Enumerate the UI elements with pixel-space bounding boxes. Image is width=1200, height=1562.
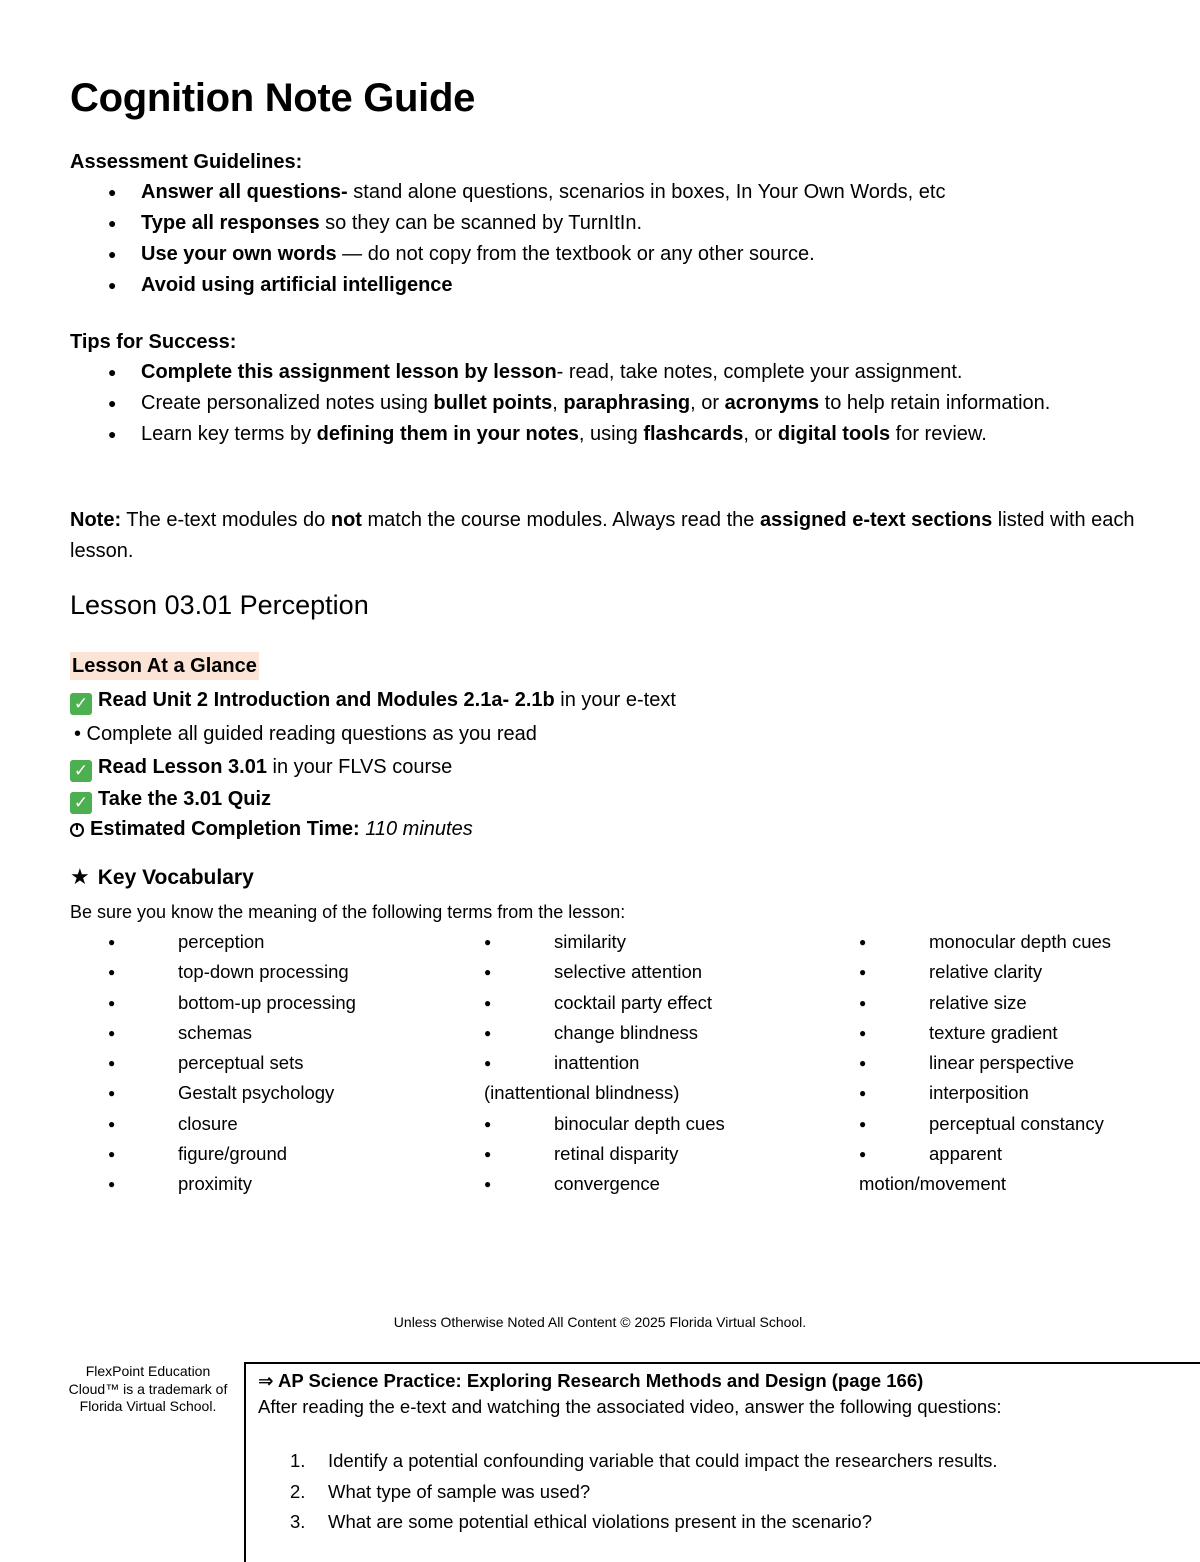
item-bold: Use your own words	[141, 243, 337, 265]
list-item	[108, 208, 1148, 239]
question-number: 2.	[290, 1480, 306, 1502]
item-bold: bullet points	[433, 392, 553, 414]
vocab-term: relative size	[929, 991, 1027, 1013]
glance-row	[70, 753, 452, 782]
row-bold: Read Lesson 3.01	[98, 756, 267, 778]
item-bold: Type all responses	[141, 212, 320, 234]
item-text: , or	[743, 423, 778, 445]
list-item	[258, 1446, 997, 1477]
question-number: 3.	[290, 1511, 306, 1532]
question-text: What type of sample was used?	[328, 1480, 591, 1502]
item-text: to help retain information.	[819, 392, 1051, 414]
vocab-term: proximity	[178, 1173, 253, 1195]
ap-box-intro: After reading the e-text and watching the associated video, answer the following questions:	[258, 1396, 1002, 1417]
vocab-term: Gestalt psychology	[178, 1082, 335, 1104]
item-bold: flashcards	[643, 423, 744, 445]
vocab-term: motion/movement	[859, 1173, 1007, 1195]
item-bold: Answer all questions-	[141, 181, 348, 203]
vocab-term: similarity	[554, 931, 626, 952]
star-icon: ★	[70, 864, 90, 889]
question-number: 1.	[290, 1450, 306, 1471]
row-bold: Estimated Completion Time:	[90, 818, 360, 840]
item-text: - read, take notes, complete your assignment.	[556, 361, 963, 383]
vocab-term: apparent	[929, 1143, 1003, 1165]
item-text: so they can be scanned by TurnItIn.	[319, 212, 643, 234]
list-item	[108, 239, 1148, 270]
stopwatch-icon	[70, 823, 84, 837]
assessment-list	[108, 177, 1148, 301]
page-title: Cognition Note Guide	[70, 76, 476, 120]
checkmark-icon: ✓	[70, 693, 92, 715]
item-text: Learn key terms by	[141, 423, 317, 445]
note-label: Note:	[70, 509, 122, 531]
vocab-term: change blindness	[554, 1021, 698, 1043]
list-item	[258, 1507, 997, 1538]
list-item	[108, 177, 1148, 208]
vocab-term: perceptual sets	[178, 1052, 304, 1074]
glance-row	[70, 785, 271, 814]
item-text: , or	[690, 392, 725, 414]
ap-practice-box	[244, 1362, 1200, 1562]
vocab-term: texture gradient	[929, 1021, 1058, 1043]
vocab-term: convergence	[554, 1173, 660, 1195]
vocab-term: perception	[178, 931, 265, 952]
note-bold: assigned e-text sections	[759, 509, 993, 531]
glance-row: • Complete all guided reading questions as you read	[74, 723, 537, 745]
item-text: for review.	[890, 423, 987, 445]
item-text: , using	[578, 423, 644, 445]
item-text: ,	[552, 392, 564, 414]
list-item	[108, 270, 1148, 301]
vocab-term: top-down processing	[178, 961, 349, 983]
trademark-notice: FlexPoint Education Cloud™ is a trademark of Florida Virtual School.	[68, 1363, 228, 1414]
row-text: 110 minutes	[365, 818, 473, 840]
vocab-term: interposition	[929, 1082, 1029, 1104]
glance-row	[70, 815, 473, 843]
note-bold: not	[330, 509, 362, 531]
vocab-term: cocktail party effect	[554, 991, 713, 1013]
vocab-term: schemas	[178, 1021, 253, 1043]
vocab-term: linear perspective	[929, 1052, 1074, 1074]
item-text: Create personalized notes using	[141, 392, 434, 414]
list-item	[108, 357, 1068, 388]
assessment-heading: Assessment Guidelines:	[70, 151, 303, 173]
vocab-heading	[70, 862, 254, 893]
lesson-title: Lesson 03.01 Perception	[70, 590, 369, 620]
tips-heading: Tips for Success:	[70, 331, 237, 353]
lesson-glance-heading: Lesson At a Glance	[70, 652, 259, 680]
vocab-term: inattention	[554, 1052, 640, 1074]
item-text: stand alone questions, scenarios in boxes, In Your Own Words, etc	[347, 181, 946, 203]
row-text: in your e-text	[554, 689, 676, 711]
glance-row	[70, 686, 676, 715]
vocab-term: selective attention	[554, 961, 703, 983]
vocab-term: figure/ground	[178, 1143, 288, 1165]
vocab-term: perceptual constancy	[929, 1112, 1104, 1134]
item-text: — do not copy from the textbook or any other source.	[336, 243, 815, 265]
row-text: in your FLVS course	[266, 756, 453, 778]
vocab-term: closure	[178, 1112, 238, 1134]
vocab-heading-text: Key Vocabulary	[97, 866, 254, 889]
row-bold: Take the 3.01 Quiz	[98, 788, 272, 810]
copyright-notice: Unless Otherwise Noted All Content © 2025 Florida Virtual School.	[393, 1314, 807, 1330]
list-item	[108, 419, 1068, 450]
vocab-term: monocular depth cues	[929, 931, 1112, 952]
vocab-term: binocular depth cues	[554, 1112, 725, 1134]
vocab-term: bottom-up processing	[178, 991, 356, 1013]
note-text: match the course modules. Always read the	[361, 509, 760, 531]
note-text: listed with each lesson.	[70, 509, 1135, 562]
checkmark-icon: ✓	[70, 792, 92, 814]
tips-list	[108, 357, 1068, 450]
item-bold: acronyms	[724, 392, 820, 414]
list-item	[258, 1477, 997, 1508]
item-bold: digital tools	[777, 423, 891, 445]
list-item	[108, 388, 1068, 419]
note-paragraph	[70, 505, 1140, 567]
vocab-term: relative clarity	[929, 961, 1043, 983]
ap-box-title: ⇒ AP Science Practice: Exploring Research Methods and Design (page 166)	[258, 1370, 924, 1391]
ap-question-list	[258, 1446, 997, 1538]
vocab-term: retinal disparity	[554, 1143, 679, 1165]
checkmark-icon: ✓	[70, 760, 92, 782]
item-bold: Complete this assignment lesson by lesson	[141, 361, 557, 383]
item-bold: defining them in your notes	[316, 423, 579, 445]
item-bold: Avoid using artificial intelligence	[141, 274, 453, 296]
question-text: Identify a potential confounding variable that could impact the researchers results.	[328, 1450, 998, 1471]
note-text: The e-text modules do	[121, 509, 331, 531]
vocab-intro: Be sure you know the meaning of the following terms from the lesson:	[70, 902, 626, 922]
question-text: What are some potential ethical violations present in the scenario?	[328, 1511, 872, 1532]
row-bold: Read Unit 2 Introduction and Modules 2.1a- 2.1b	[98, 689, 555, 711]
vocab-term: (inattentional blindness)	[484, 1082, 680, 1104]
item-bold: paraphrasing	[563, 392, 691, 414]
